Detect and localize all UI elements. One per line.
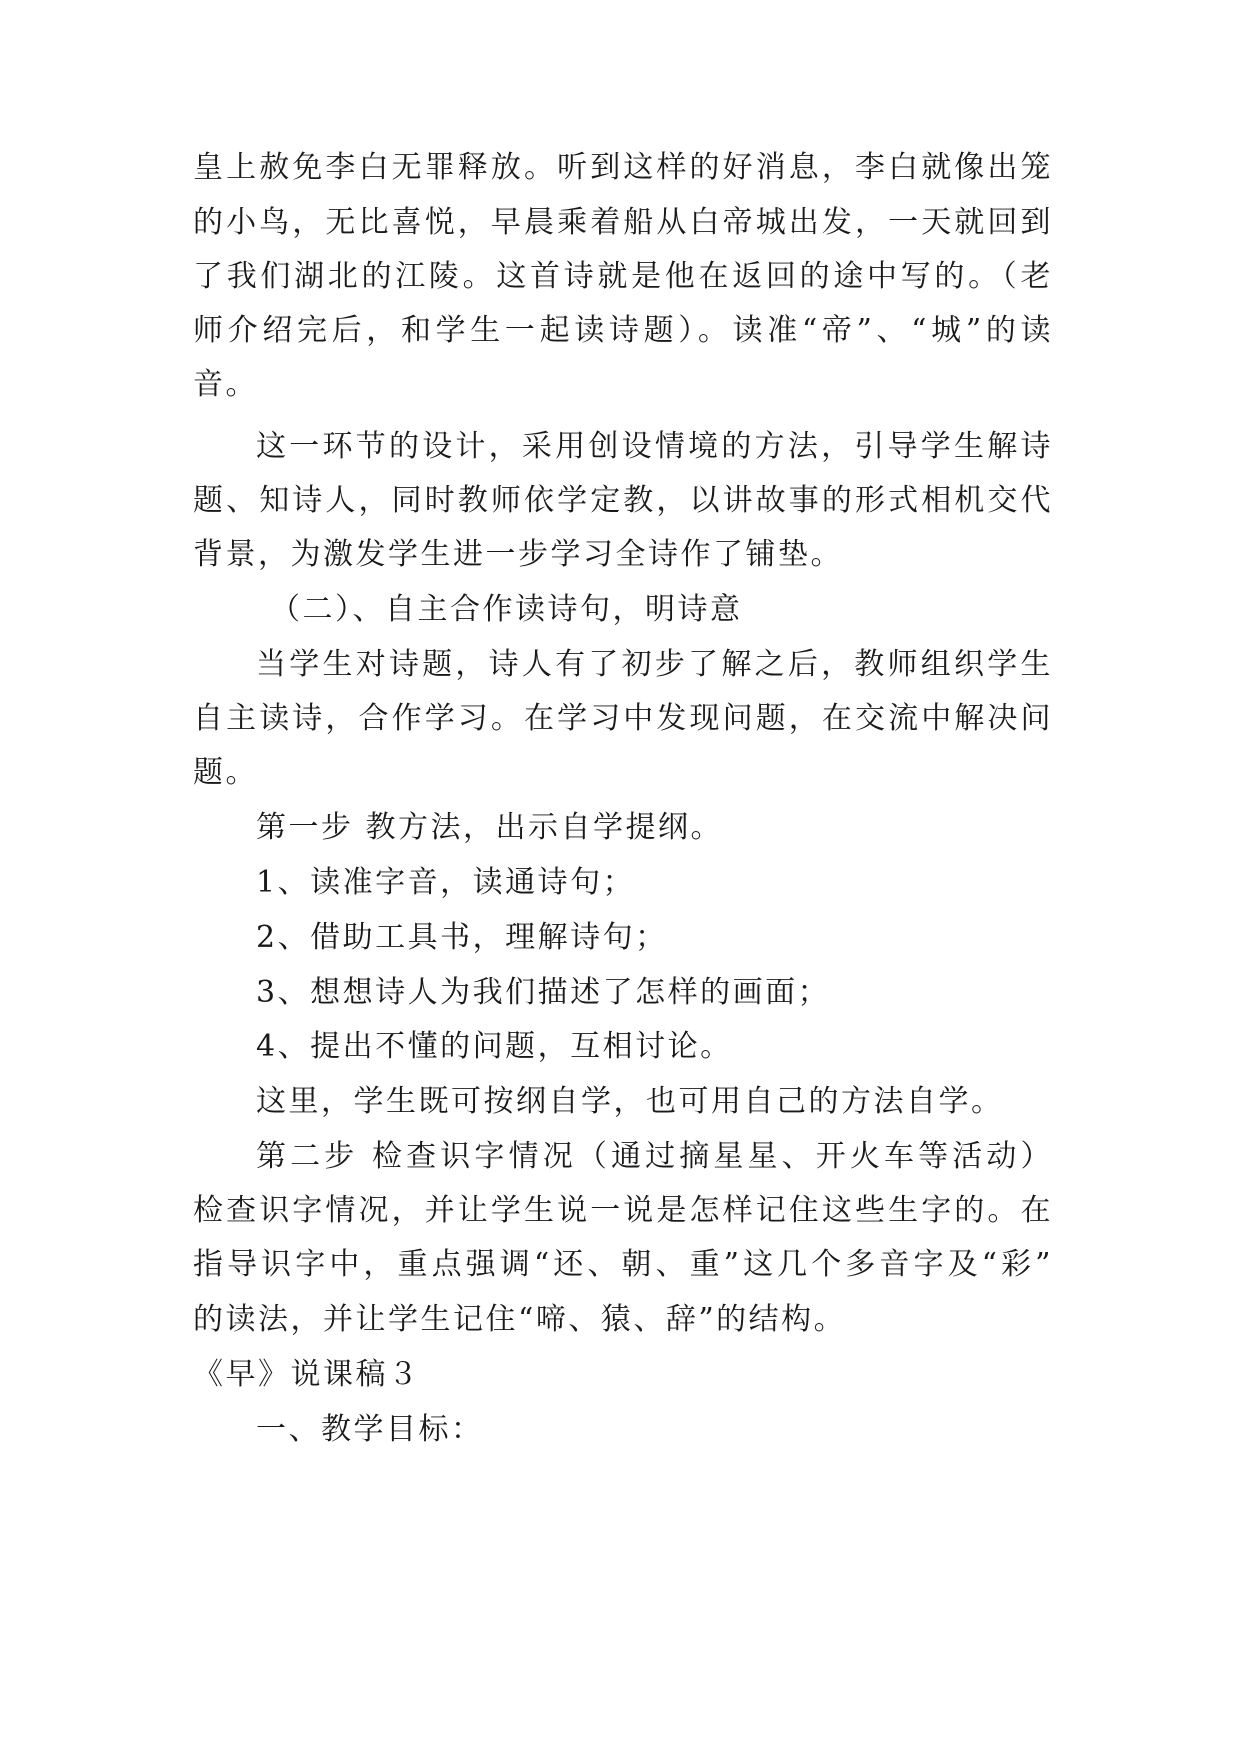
para1-line-4: 师介绍完后，和学生一起读诗题）。读准“帝”、“城”的读	[193, 313, 1053, 348]
para5-line-3: 指导识字中，重点强调“还、朝、重”这几个多音字及“彩”	[193, 1247, 1053, 1282]
para3-line-3: 题。	[193, 755, 258, 790]
para5-line-1: 第二步 检查识字情况（通过摘星星、开火车等活动）	[256, 1139, 1053, 1174]
section-title: 《早》说课稿３	[193, 1357, 421, 1392]
list-item-4: 4、提出不懂的问题，互相讨论。	[256, 1029, 733, 1064]
para3-line-1: 当学生对诗题，诗人有了初步了解之后，教师组织学生	[256, 647, 1053, 682]
para4-text: 这里，学生既可按纲自学，也可用自己的方法自学。	[256, 1084, 1004, 1119]
list-item-3: 3、想想诗人为我们描述了怎样的画面；	[256, 975, 831, 1010]
para2-line-2: 题、知诗人，同时教师依学定教，以讲故事的形式相机交代	[193, 483, 1053, 518]
step1-text: 第一步 教方法，出示自学提纲。	[256, 810, 724, 845]
para5-line-4: 的读法，并让学生记住“啼、猿、辞”的结构。	[193, 1302, 847, 1337]
list-item-2: 2、借助工具书，理解诗句；	[256, 920, 668, 955]
para1-line-2: 的小鸟，无比喜悦，早晨乘着船从白帝城出发，一天就回到	[193, 205, 1053, 240]
list-item-1: 1、读准字音，读通诗句；	[256, 865, 636, 900]
para1-line-3: 了我们湖北的江陵。这首诗就是他在返回的途中写的。（老	[193, 259, 1053, 294]
para5-line-2: 检查识字情况，并让学生说一说是怎样记住这些生字的。在	[193, 1193, 1053, 1228]
para2-line-3: 背景，为激发学生进一步学习全诗作了铺垫。	[193, 537, 843, 572]
para2-line-1: 这一环节的设计，采用创设情境的方法，引导学生解诗	[256, 429, 1053, 464]
subheading: 一、教学目标：	[256, 1412, 484, 1447]
para1-line-5: 音。	[193, 367, 258, 402]
section-heading-2: （二）、自主合作读诗句，明诗意	[270, 592, 743, 627]
para1-line-1: 皇上赦免李白无罪释放。听到这样的好消息，李白就像出笼	[193, 150, 1053, 185]
para3-line-2: 自主读诗，合作学习。在学习中发现问题，在交流中解决问	[193, 701, 1053, 736]
